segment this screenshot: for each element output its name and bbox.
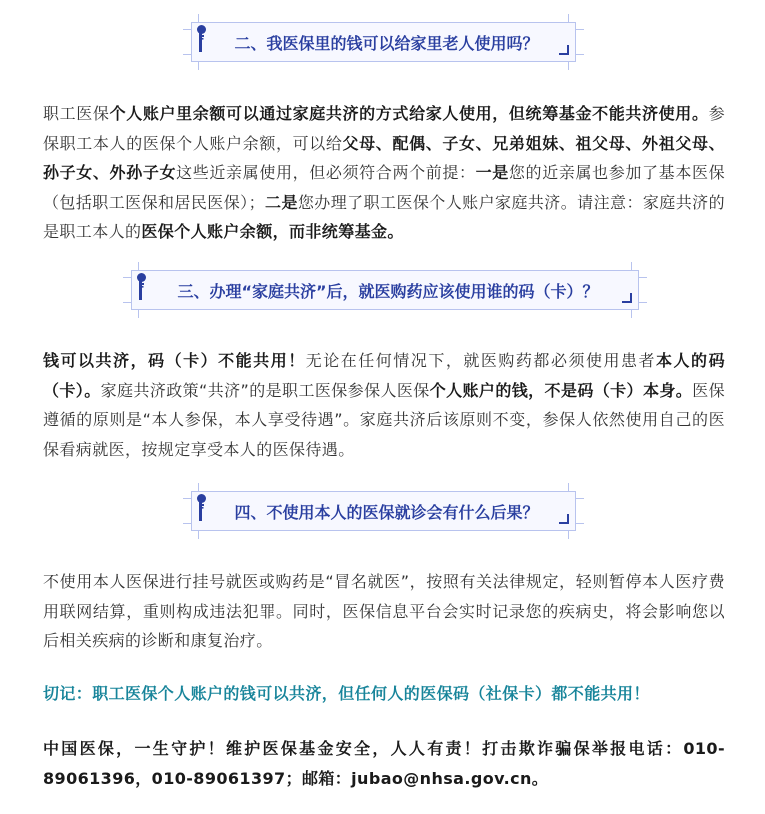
section-heading-text: 三、办理“家庭共济”后，就医购药应该使用谁的码（卡）？ (177, 281, 599, 301)
paragraph-family-sharing: 职工医保个人账户里余额可以通过家庭共济的方式给家人使用，但统筹基金不能共济使用。参保职工本人的医保个人账户余额，可以给父母、配偶、子女、兄弟姐妹、祖父母、外祖父母、孙子女、外孙子女这些近亲属使用，但必须符合两个前提：一是您的近亲属也参加了基本医保（包括职工医保和居民医保）；二是您办理了职工医保个人账户家庭共济。请注意：家庭共济的是职工本人的医保个人账户余额，而非统筹基金。 (43, 104, 726, 241)
lightbulb-icon (136, 272, 147, 289)
lightbulb-icon (196, 493, 207, 510)
corner-mark-icon (559, 514, 569, 524)
lightbulb-icon (196, 24, 207, 41)
section-heading-2 (191, 22, 576, 62)
section-heading-3 (131, 270, 639, 310)
footer-contact: 中国医保，一生守护！维护医保基金安全，人人有责！打击欺诈骗保举报电话：010-89061396，010-89061397；邮箱：jubao@nhsa.gov.cn。 (43, 739, 725, 788)
corner-mark-icon (622, 293, 632, 303)
paragraph-consequences: 不使用本人医保进行挂号就医或购药是“冒名就医”，按照有关法律规定，轻则暂停本人医疗费用联网结算，重则构成违法犯罪。同时，医保信息平台会实时记录您的疾病史，将会影响您以后相关疾病的诊断和康复治疗。 (43, 572, 725, 650)
section-heading-4 (191, 491, 576, 531)
section-heading-text: 二、我医保里的钱可以给家里老人使用吗？ (234, 33, 539, 53)
corner-mark-icon (559, 45, 569, 55)
reminder-text: 切记：职工医保个人账户的钱可以共济，但任何人的医保码（社保卡）都不能共用！ (43, 684, 650, 703)
section-heading-text: 四、不使用本人的医保就诊会有什么后果？ (234, 502, 539, 522)
paragraph-code-card: 钱可以共济，码（卡）不能共用！无论在任何情况下，就医购药都必须使用患者本人的码（卡）。家庭共济政策“共济”的是职工医保参保人医保个人账户的钱，不是码（卡）本身。医保遵循的原则是“本人参保，本人享受待遇”。家庭共济后该原则不变，参保人依然使用自己的医保看病就医，按规定享受本人的医保待遇。 (43, 351, 725, 459)
